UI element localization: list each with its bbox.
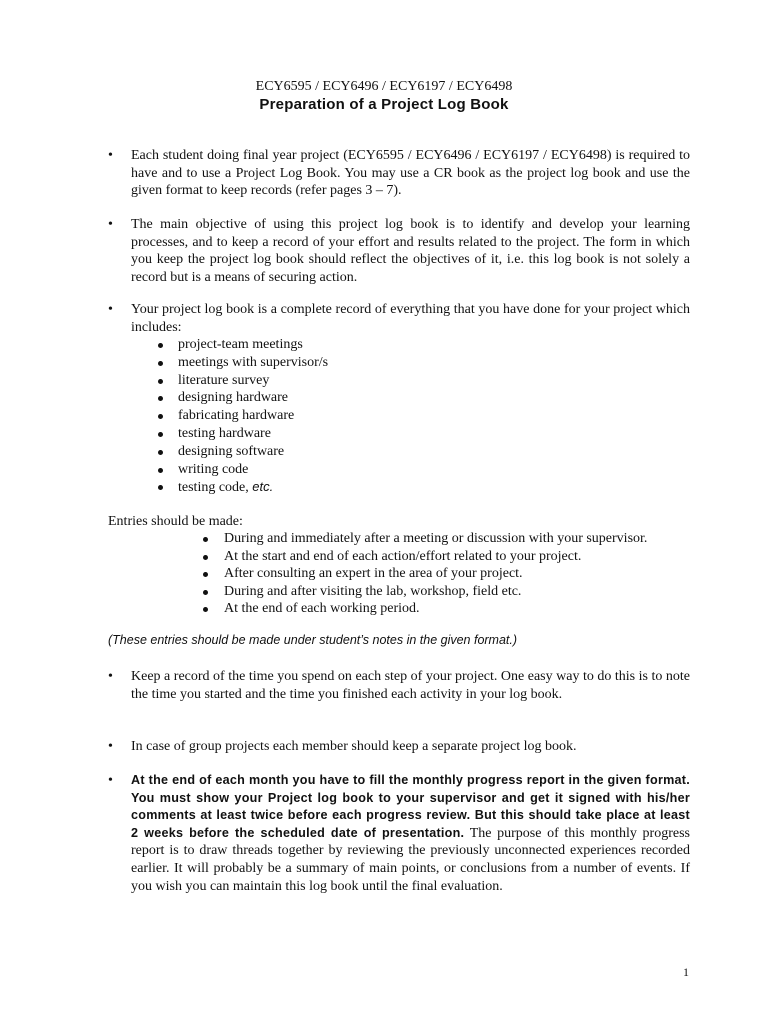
activity-list <box>155 336 328 497</box>
list-item-text: testing code, <box>178 480 249 496</box>
paragraph-time-record: Keep a record of the time you spend on each step of your project. One easy way to do this is to note the time you started and the time you finished each activity in your log book. <box>131 669 690 702</box>
list-item <box>155 478 328 497</box>
page-title: Preparation of a Project Log Book <box>259 96 509 113</box>
list-item: designing software <box>155 443 328 461</box>
entries-list <box>200 530 690 618</box>
list-item: testing hardware <box>155 425 328 443</box>
list-item: designing hardware <box>155 389 328 407</box>
paragraph-main-objective: The main objective of using this project log book is to identify and develop your learning processes, and to keep a record of your effort and results related to the project. The form in which you keep the project log book should reflect the objectives of it, i.e. this log book is not solely a record but is a means of securing action. <box>131 217 690 285</box>
paragraph-complete-record: Your project log book is a complete record of everything that you have done for your project which includes: <box>131 302 690 335</box>
monthly-report-emphasis: At the end of each month you have to fill the monthly progress report in the given format. You must show your Project log book to your supervisor and get it signed with his/her comments at least twice before each progress review. But this should take place at least 2 weeks before the scheduled date of presentation. <box>131 773 690 840</box>
entries-heading: Entries should be made: <box>108 514 243 529</box>
bullet-marker: • <box>108 217 113 232</box>
bullet-marker: • <box>108 669 113 684</box>
list-item: During and after visiting the lab, workshop, field etc. <box>200 583 690 601</box>
list-item: literature survey <box>155 372 328 390</box>
paragraph-group-projects: In case of group projects each member should keep a separate project log book. <box>131 739 577 754</box>
page-number: 1 <box>683 965 689 979</box>
monthly-report-text: The purpose of this monthly progress report is to draw threads together by reviewing the previously unconnected experiences recorded earlier. It will probably be a summary of main points, or conclusions from a number of events. If you wish you can maintain this log book until the final evaluation. <box>131 825 690 894</box>
paragraph-logbook-requirement: Each student doing final year project (ECY6595 / ECY6496 / ECY6197 / ECY6498) is required to have and to use a Project Log Book. You may use a CR book as the project log book and use the given format to keep records (refer pages 3 – 7). <box>131 148 690 199</box>
list-item: writing code <box>155 461 328 479</box>
entries-note: (These entries should be made under student’s notes in the given format.) <box>108 633 518 647</box>
bullet-marker: • <box>108 739 113 754</box>
course-codes: ECY6595 / ECY6496 / ECY6197 / ECY6498 <box>255 79 513 94</box>
list-item: fabricating hardware <box>155 407 328 425</box>
list-item: meetings with supervisor/s <box>155 354 328 372</box>
list-item: During and immediately after a meeting or discussion with your supervisor. <box>200 530 690 548</box>
list-item: project-team meetings <box>155 336 328 354</box>
bullet-marker: • <box>108 302 113 317</box>
bullet-marker: • <box>108 148 113 163</box>
paragraph-monthly-report <box>131 772 690 895</box>
list-item: At the start and end of each action/effort related to your project. <box>200 548 690 566</box>
bullet-marker: • <box>108 773 113 788</box>
list-item-suffix: etc. <box>252 479 274 495</box>
list-item: At the end of each working period. <box>200 600 690 618</box>
list-item: After consulting an expert in the area of your project. <box>200 565 690 583</box>
